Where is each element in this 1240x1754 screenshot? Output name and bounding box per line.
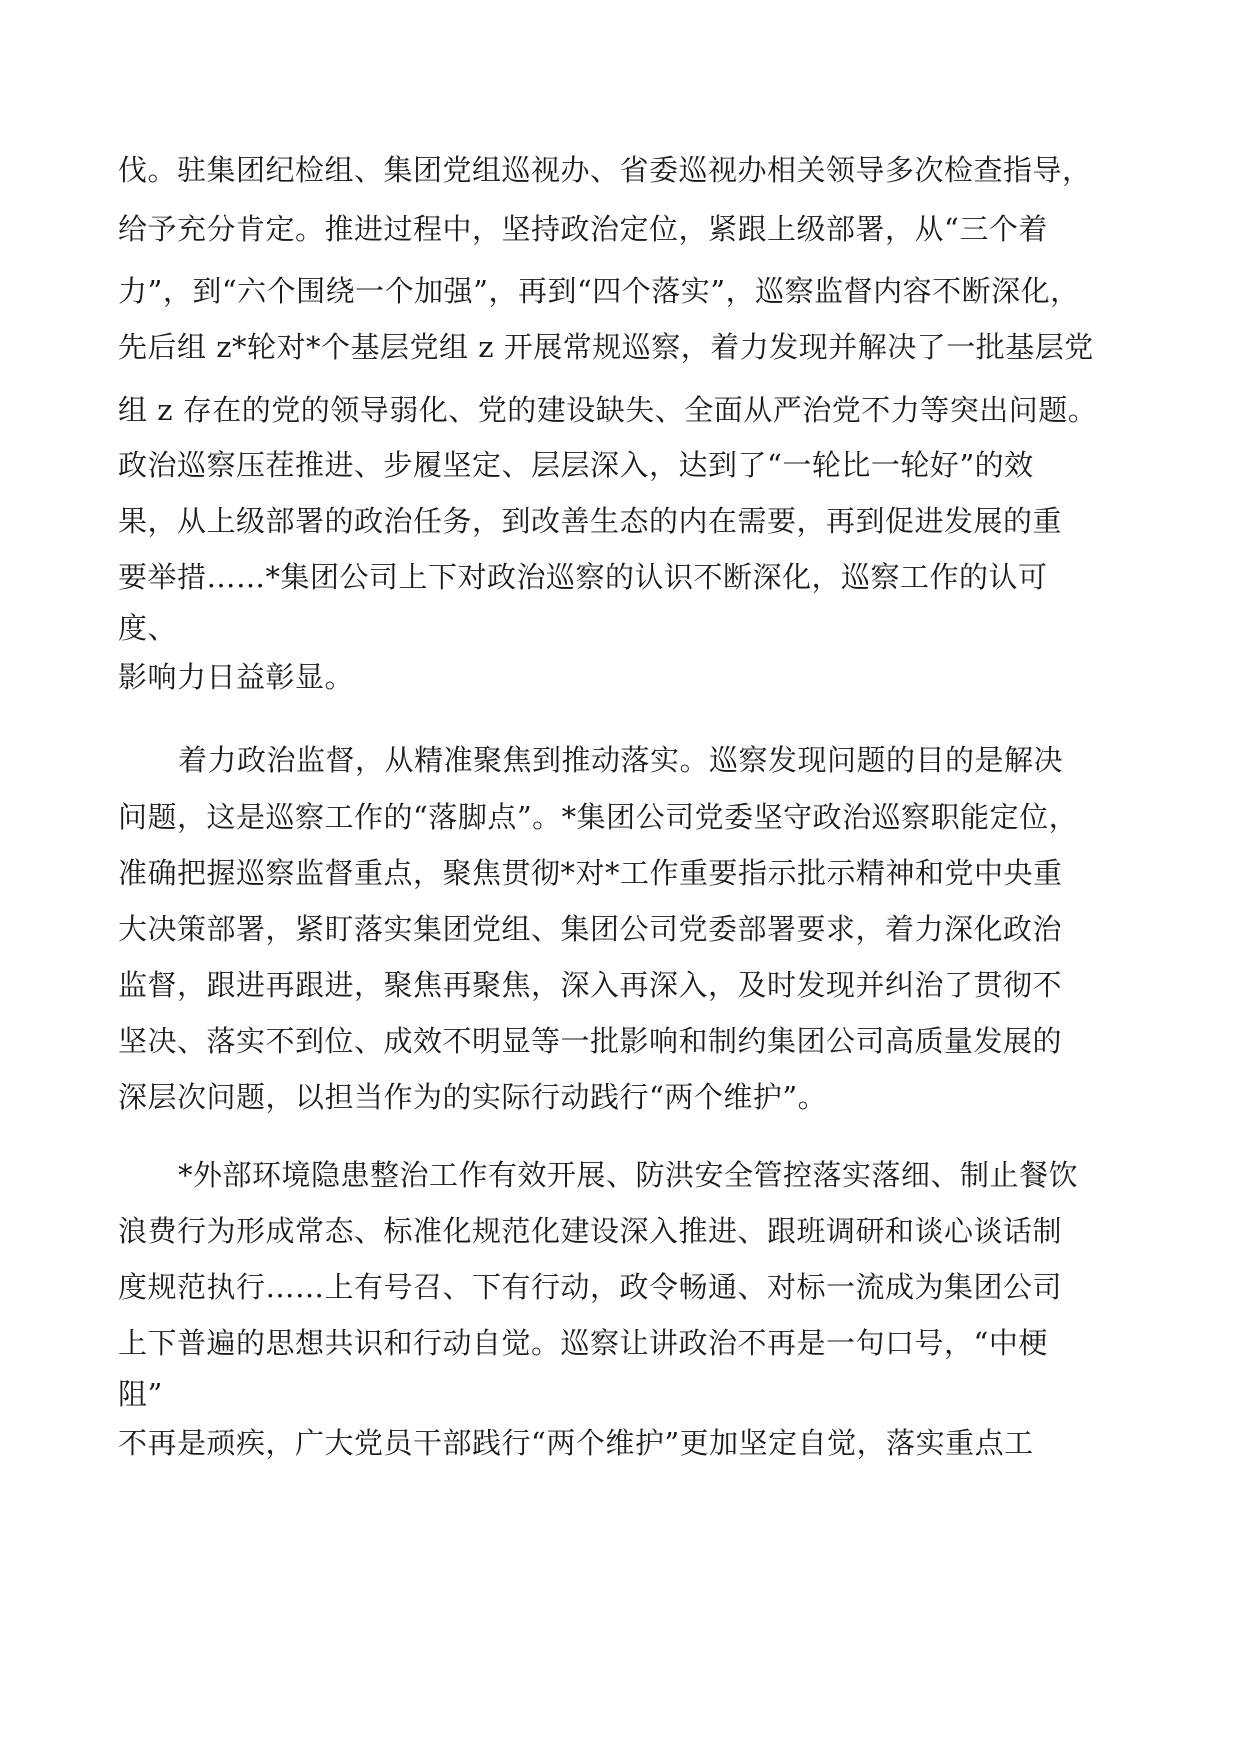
text-line: 影响力日益彰显。	[118, 660, 355, 694]
text-line: 监督，跟进再跟进，聚焦再聚焦，深入再深入，及时发现并纠治了贯彻不	[118, 968, 1063, 1002]
text-line: 要举措……*集团公司上下对政治巡察的认识不断深化，巡察工作的认可	[118, 560, 1048, 594]
text-line: 度、	[118, 611, 178, 645]
text-line: 先后组 z*轮对*个基层党组 z 开展常规巡察，着力发现并解决了一批基层党	[118, 330, 1094, 364]
text-line: 准确把握巡察监督重点，聚焦贯彻*对*工作重要指示批示精神和党中央重	[118, 856, 1063, 890]
text-line: 给予充分肯定。推进过程中，坚持政治定位，紧跟上级部署，从“三个着	[118, 212, 1048, 246]
text-line: 组 z 存在的党的领导弱化、党的建设缺失、全面从严治党不力等突出问题。	[118, 393, 1098, 427]
paragraph-first-line: 着力政治监督，从精准聚焦到推动落实。巡察发现问题的目的是解决	[178, 743, 1064, 777]
paragraph-first-line: *外部环境隐患整治工作有效开展、防洪安全管控落实落细、制止餐饮	[178, 1158, 1079, 1192]
text-line: 度规范执行……上有号召、下有行动，政令畅通、对标一流成为集团公司	[118, 1270, 1063, 1304]
text-line: 上下普遍的思想共识和行动自觉。巡察让讲政治不再是一句口号，“中梗	[118, 1326, 1048, 1360]
text-line: 力”，到“六个围绕一个加强”，再到“四个落实”，巡察监督内容不断深化，	[118, 274, 1080, 308]
text-line: 大决策部署，紧盯落实集团党组、集团公司党委部署要求，着力深化政治	[118, 912, 1063, 946]
text-line: 不再是顽疾，广大党员干部践行“两个维护”更加坚定自觉，落实重点工	[118, 1426, 1034, 1460]
text-line: 阻”	[118, 1377, 163, 1411]
text-line: 伐。驻集团纪检组、集团党组巡视办、省委巡视办相关领导多次检查指导，	[118, 153, 1092, 187]
text-line: 坚决、落实不到位、成效不明显等一批影响和制约集团公司高质量发展的	[118, 1024, 1063, 1058]
text-line: 果，从上级部署的政治任务，到改善生态的内在需要，再到促进发展的重	[118, 504, 1063, 538]
text-line: 问题，这是巡察工作的“落脚点”。*集团公司党委坚守政治巡察职能定位，	[118, 800, 1079, 834]
text-line: 浪费行为形成常态、标准化规范化建设深入推进、跟班调研和谈心谈话制	[118, 1214, 1063, 1248]
text-line: 政治巡察压茬推进、步履坚定、层层深入，达到了“一轮比一轮好”的效	[118, 448, 1034, 482]
text-line: 深层次问题，以担当作为的实际行动践行“两个维护”。	[118, 1080, 828, 1114]
